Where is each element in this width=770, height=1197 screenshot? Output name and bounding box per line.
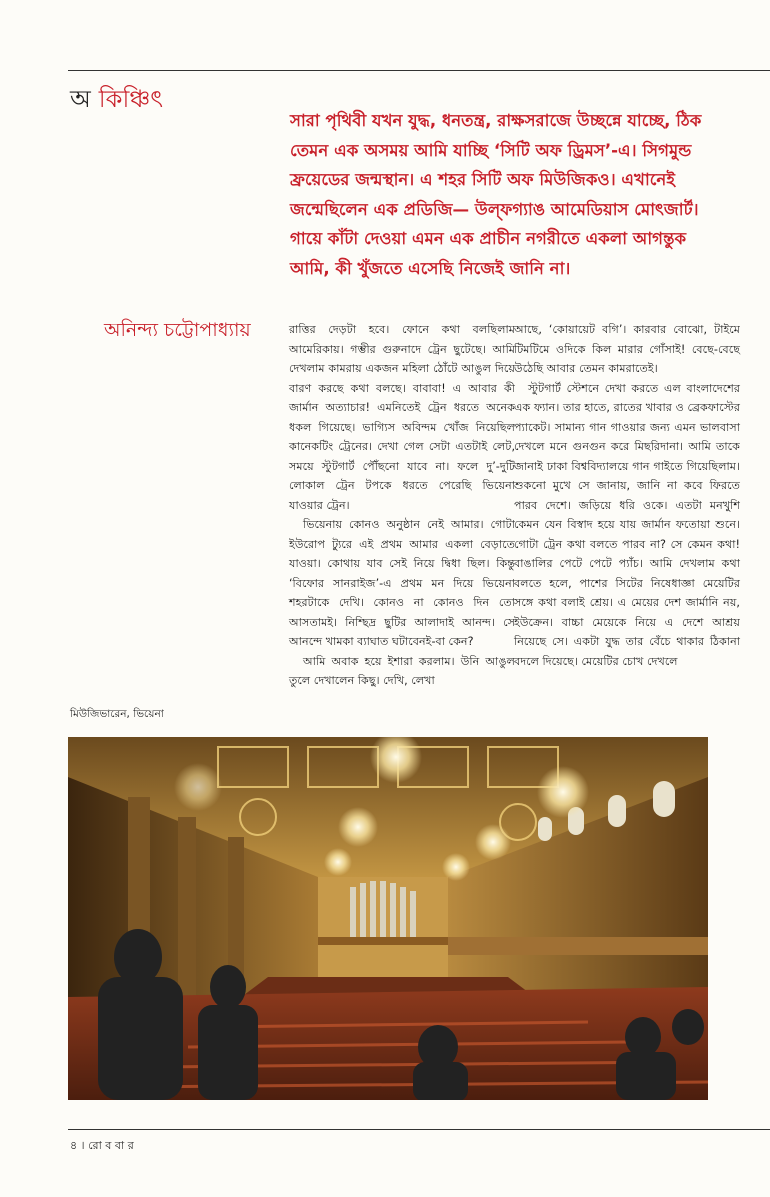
paragraph: ভিয়েনায় কোনও অনুষ্ঠান নেই আমার। গোটা ইউরোপ ট্যুরে এই প্রথম আমার একলা বেড়াতে যাওয়া। কোথায় যাব সেই নিয়ে দ্বিধা ছিল। কিন্তু ‘বিফোর সানরাইজ’-এ প্রথম মন দিয়ে ভিয়েনা শহরটাকে দেখি। কোনও না কোনও দিন তো আসতামই। নিশ্ছিদ্র ছুটির আলাদাই আনন্দ। সে আনন্দে খামকা ব্যাঘাত ঘটাবেনই-বা কেন? [289, 518, 515, 648]
section-header [70, 84, 163, 114]
photo-caption: মিউজিভারেন, ভিয়েনা [70, 708, 164, 720]
top-rule [68, 70, 770, 71]
section-prefix: অ [70, 85, 91, 113]
page-folio: ৪ । রো ব বা র [70, 1139, 134, 1152]
paragraph: আছে, ‘কোয়ায়েট বগি’। কারবার বোঝো, টাইমে টিমটিমে ওদিকে কিল মারার গোঁসাই! বেছে-বেছে উঠেছি আবার তেমন কামরাতেই। [514, 323, 740, 375]
paragraph: আমি অবাক হয়ে ইশারা করলাম। উনি আঙুল তুলে দেখালেন কিছু। দেখি, লেখা [289, 654, 515, 687]
paragraph: রাত্তির দেড়টা হবে। ফোনে কথা বলছিলাম আমেরিকায়। গম্ভীর গুরুনাদে ট্রেন ছুটেছে। আমি দেখলাম কামরায় একজন মহিলা ঠোঁটে আঙুল দিয়ে বারণ করছে কথা বলছে। বাবাবা! এ আবার কী জার্মান অত্যাচার! এমনিতেই ট্রেন ধরতে অনেক ধকল গিয়েছে। ভাগ্যিস অবিন্দম খোঁজ নিয়েছিল কানেকটিং ট্রেনের। দেখা গেল সেটা এতটাই লেট, সময়ে স্টুটগার্ট পৌঁছনো যাবে না। ফলে দু’-দুটি লোকাল ট্রেন টপকে ধরতে পেরেছি ভিয়েনা যাওয়ার ট্রেন। [289, 323, 515, 512]
paragraph: স্টুটগার্ট স্টেশনে দেখা করতে এল বাংলাদেশের এক ফ্যান। তার হাতে, রাতের খাবার ও ব্রেকফাস্টের প্যাকেট। সামান্য গান গাওয়ার জন্য এমন ভালবাসা দেখলে মনে গুনগুন করে মিছরিদানা। আমি তাকে জানাই ঢাকা বিশ্ববিদ্যালয়ে গান গাইতে গিয়েছিলাম। শুকনো মুখে সে জানায়, জানি না কবে ফিরতে পারব দেশে। জড়িয়ে ধরি ওকে। এতটা মনখুশি কেমন যেন বিস্বাদ হয়ে যায় জার্মান ফতোয়া শুনে। গোটা ট্রেন কথা বলতে পারব না? সে কেমন কথা! বাঙালির পেটে পেটে প্যাঁচ। আমি দেখলাম কথা বলতে হলে, পাশের সিটের নিষেধাজ্ঞা মেয়েটির সঙ্গে কথা বলাই শ্রেয়। এ মেয়ের দেশ জার্মানি নয়, ইউক্রেন। বাচ্চা মেয়েকে নিয়ে এ দেশে আশ্রয় নিয়েছে সে। একটা যুদ্ধ তার বেঁচে থাকার ঠিকানা বদলে দিয়েছে। মেয়েটির চোখ দেখলে [514, 381, 740, 668]
bottom-rule [68, 1129, 770, 1130]
body-column-1 [289, 320, 515, 691]
author-byline: অনিন্দ্য চট্টোপাধ্যায় [104, 319, 251, 341]
body-column-2 [514, 320, 740, 671]
concert-hall-photo [68, 737, 708, 1100]
section-name: কিঞ্চিৎ [98, 85, 164, 113]
article-deck: সারা পৃথিবী যখন যুদ্ধ, ধনতন্ত্র, রাক্ষসরাজে উচ্ছন্নে যাচ্ছে, ঠিক তেমন এক অসময় আমি যাচ্ছি ‘সিটি অফ ড্রিমস’-এ। সিগমুন্ড ফ্রয়েডের জন্মস্থান। এ শহর সিটি অফ মিউজিকও। এখানেই জন্মেছিলেন এক প্রডিজি— উল্‌ফগ্যাঙ আমেডিয়াস মোৎজার্ট। গায়ে কাঁটা দেওয়া এমন এক প্রাচীন নগরীতে একলা আগন্তুক আমি, কী খুঁজতে এসেছি নিজেই জানি না। [290, 111, 702, 278]
